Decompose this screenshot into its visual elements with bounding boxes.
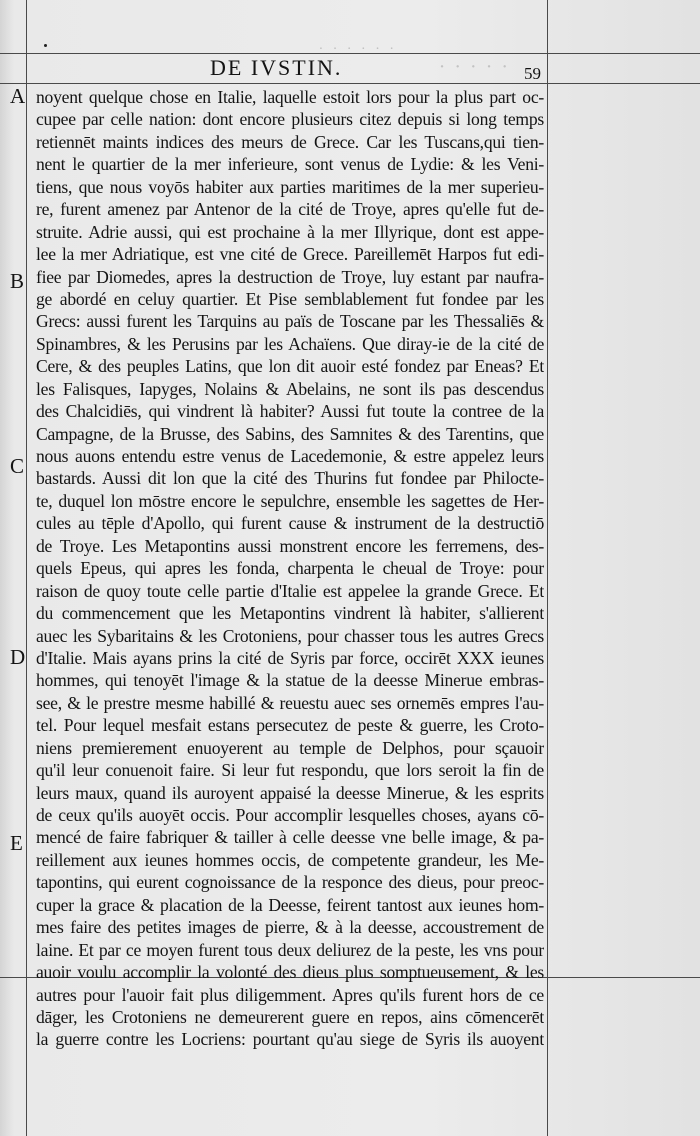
text-line: niens premierement enuoyerent au temple de Delphos, pour sçauoir (36, 737, 544, 758)
text-line: leurs maux, quand ils auroyent appaisé la deesse Minerue, & les esprits (36, 782, 544, 803)
text-line: tel. Pour lequel mesfait estans persecutez de peste & guerre, les Croto- (36, 715, 544, 736)
text-line: qu'il leur conuenoit faire. Si leur fut respondu, que lors seroit la fin de (36, 760, 544, 781)
text-line: re, furent amenez par Antenor de la cité de Troye, apres qu'elle fut de- (36, 199, 544, 220)
page-number: 59 (524, 64, 541, 83)
running-title: DE IVSTIN. (210, 55, 343, 80)
text-line: la guerre contre les Locriens: pourtant qu'au siege de Syris ils auoyent (36, 1029, 544, 1050)
text-line: cules au tēple d'Apollo, qui furent cause & instrument de la destructiō (36, 513, 544, 534)
text-line: du commencement que les Metapontins vindrent là habiter, s'allierent (36, 603, 544, 624)
text-line: tapontins, qui eurent cognoissance de la responce des dieus, pour preoc- (36, 872, 544, 893)
ink-speck (44, 44, 47, 47)
text-line: auec les Sybaritains & les Crotoniens, pour chasser tous les autres Grecs (36, 625, 544, 646)
text-line: autres pour l'auoir fait plus diligemment. Apres qu'ils furent hors de ce (36, 984, 544, 1005)
margin-letter-e: E (10, 831, 23, 855)
text-line: lee la mer Adriatique, est vne cité de Grece. Pareillemēt Harpos fut edi- (36, 244, 544, 265)
show-through-text: · · · · · · (315, 42, 394, 57)
text-line: hommes, qui tenoyēt l'image & la statue de la deesse Minerue embras- (36, 670, 544, 691)
text-line: nent le quartier de la mer inferieure, sont venus de Lydie: & les Veni- (36, 154, 544, 175)
text-line: dāger, les Crotoniens ne demeurerent guere en repos, ains cōmencerēt (36, 1006, 544, 1027)
text-line: ge abordé en celuy quartier. Et Pise semblablement fut fondee par les (36, 288, 544, 309)
text-line: reillement aux ieunes hommes occis, de competente grandeur, les Me- (36, 849, 544, 870)
header-rule (0, 83, 700, 84)
text-line: de Troye. Les Metapontins aussi monstrent encore les ferremens, des- (36, 535, 544, 556)
text-line: quels Epeus, qui apres les fonda, charpenta le cheual de Troye: pour (36, 558, 544, 579)
text-line: tiens, que nous voyōs habiter aux parties maritimes de la mer superieu- (36, 176, 544, 197)
margin-letter-a: A (10, 84, 26, 108)
text-line: te, duquel lon mōstre encore le sepulchre, ensemble les sagettes de Her- (36, 490, 544, 511)
text-line: see, & le prestre mesme habillé & reuestu auec ses ornemēs empres l'au- (36, 692, 544, 713)
text-line: Spinambres, & les Perusins par les Achaïens. Que diray-ie de la cité de (36, 333, 544, 354)
text-line: d'Italie. Mais ayans prins la cité de Syris par force, occirēt XXX ieunes (36, 647, 544, 668)
text-line: struite. Adrie aussi, qui est prochaine à la mer Illyrique, dont est appe- (36, 221, 544, 242)
left-frame-line (26, 0, 27, 1136)
text-line: raison de quoy toute celle partie d'Italie est appelee la grande Grece. Et (36, 580, 544, 601)
body-text (36, 86, 544, 1051)
text-line: auoir voulu accomplir la volonté des dieus plus somptueusement, & les (36, 962, 544, 983)
text-line: mencé de faire fabriquer & tailler à celle deesse vne belle image, & pa- (36, 827, 544, 848)
right-frame-line (547, 0, 548, 1136)
margin-letter-c: C (10, 454, 25, 478)
text-line: Cere, & des peuples Latins, que lon dit auoir esté fondez par Eneas? Et (36, 356, 544, 377)
text-line: laine. Et par ce moyen furent tous deux deliurez de la peste, les vns pour (36, 939, 544, 960)
text-line: les Falisques, Iapyges, Nolains & Abelains, ne sont ils pas descendus (36, 378, 544, 399)
text-line: cuper la grace & placation de la Deesse, feirent tantost aux ieunes hom- (36, 894, 544, 915)
text-line: Grecs: aussi furent les Tarquins au païs de Toscane par les Thessaliēs & (36, 311, 544, 332)
margin-letter-d: D (10, 645, 26, 669)
text-line: bastards. Aussi dit lon que la cité des Thurins fut fondee par Philocte- (36, 468, 544, 489)
text-line: fiee par Diomedes, apres la destruction de Troye, luy estant par naufra- (36, 266, 544, 287)
show-through-text: · · · · · (436, 56, 508, 78)
text-line: de ceux qu'ils auoyēt occis. Pour accomplir lesquelles choses, ayans cō- (36, 805, 544, 825)
text-line: cupee par celle nation: dont encore plusieurs citez depuis si long temps (36, 109, 544, 130)
text-line: des Chalcidiēs, qui vindrent là habiter? Aussi fut toute la contree de la (36, 401, 544, 422)
text-line: retiennēt maints indices des meurs de Grece. Car les Tuscans,qui tien- (36, 131, 544, 152)
text-line: noyent quelque chose en Italie, laquelle estoit lors pour la plus part oc- (36, 87, 544, 107)
margin-letter-b: B (10, 269, 25, 293)
text-line: mes faire des petites images de pierre, & à la deesse, accoustrement de (36, 917, 544, 938)
text-line: nous auons entendu estre venus de Lacedemonie, & estre appelez leurs (36, 446, 544, 466)
text-line: Campagne, de la Brusse, des Sabins, des Samnites & des Tarentins, que (36, 423, 544, 444)
